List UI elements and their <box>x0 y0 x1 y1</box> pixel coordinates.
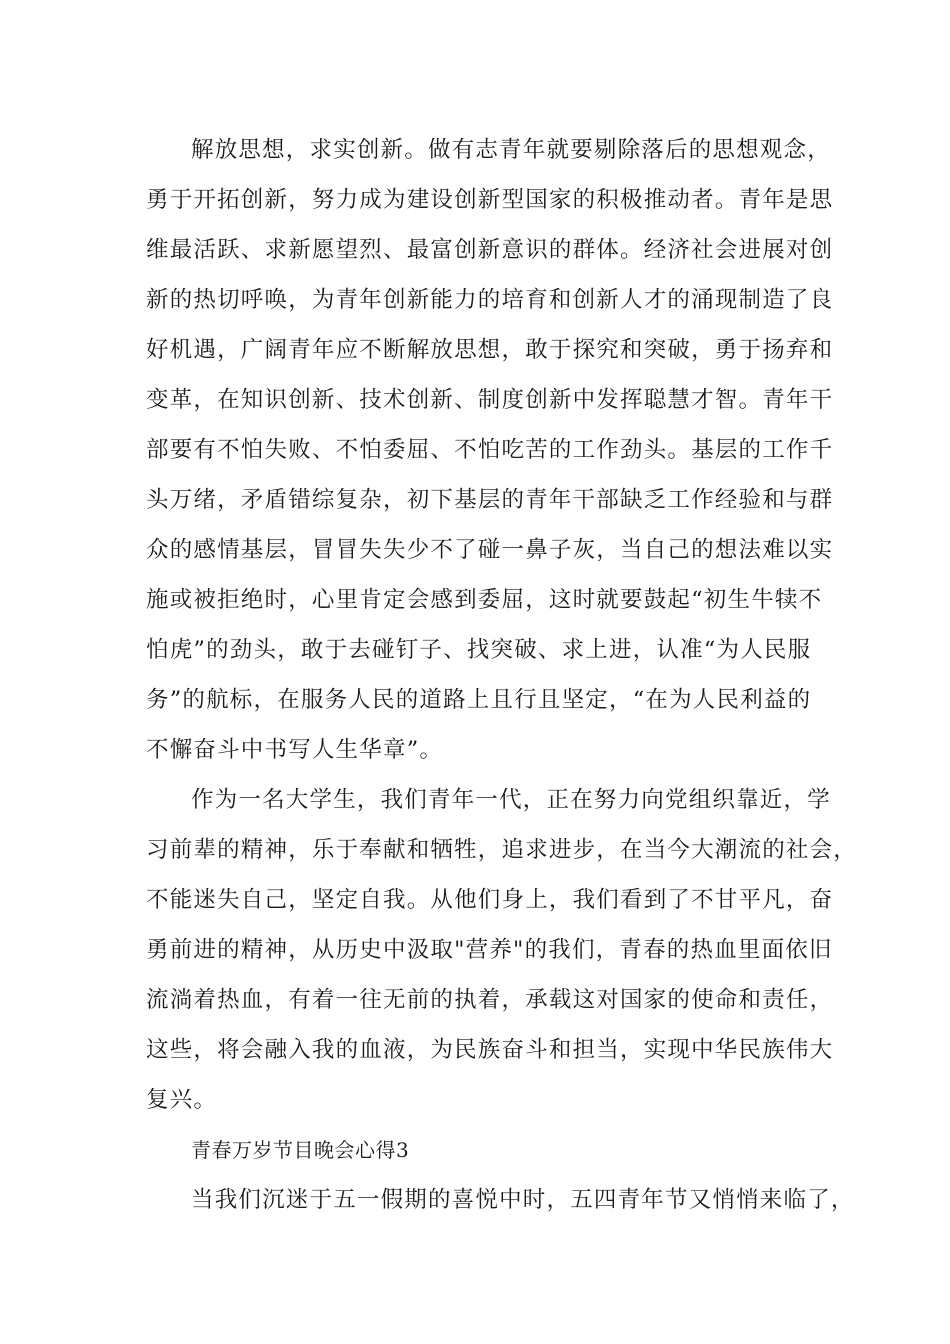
paragraph-line: 勇前进的精神，从历史中汲取"营养"的我们，青春的热血里面依旧 <box>146 937 833 963</box>
paragraph-line: 习前辈的精神，乐于奉献和牺牲，追求进步，在当今大潮流的社会， <box>146 837 858 863</box>
paragraph-line: 部要有不怕失败、不怕委屈、不怕吃苦的工作劲头。基层的工作千 <box>146 437 834 463</box>
paragraph-line: 勇于开拓创新，努力成为建设创新型国家的积极推动者。青年是思 <box>146 187 834 213</box>
paragraph-line: 流淌着热血，有着一往无前的执着，承载这对国家的使命和责任， <box>146 987 834 1013</box>
paragraph-line: 好机遇，广阔青年应不断解放思想，敢于探究和突破，勇于扬弃和 <box>146 337 834 363</box>
paragraph-line: 这些，将会融入我的血液，为民族奋斗和担当，实现中华民族伟大 <box>146 1037 834 1063</box>
paragraph-line: 务”的航标，在服务人民的道路上且行且坚定，“在为人民利益的 <box>146 687 812 713</box>
paragraph-line: 众的感情基层，冒冒失失少不了碰一鼻子灰，当自己的想法难以实 <box>146 537 834 563</box>
section-heading: 青春万岁节目晚会心得3 <box>191 1138 410 1162</box>
paragraph-line: 作为一名大学生，我们青年一代，正在努力向党组织靠近，学 <box>191 787 831 813</box>
paragraph-line: 新的热切呼唤，为青年创新能力的培育和创新人才的涌现制造了良 <box>146 287 834 313</box>
paragraph-line: 怕虎”的劲头，敢于去碰钉子、找突破、求上进，认准“为人民服 <box>146 637 812 663</box>
paragraph-line: 解放思想，求实创新。做有志青年就要剔除落后的思想观念， <box>191 137 831 163</box>
paragraph-line: 不懈奋斗中书写人生华章”。 <box>146 737 444 763</box>
paragraph-line: 变革，在知识创新、技术创新、制度创新中发挥聪慧才智。青年干 <box>146 387 834 413</box>
paragraph-line: 施或被拒绝时，心里肯定会感到委屈，这时就要鼓起“初生牛犊不 <box>146 587 823 613</box>
paragraph-line: 头万绪，矛盾错综复杂，初下基层的青年干部缺乏工作经验和与群 <box>146 487 834 513</box>
paragraph-line: 当我们沉迷于五一假期的喜悦中时，五四青年节又悄悄来临了， <box>191 1187 855 1213</box>
paragraph-line: 维最活跃、求新愿望烈、最富创新意识的群体。经济社会进展对创 <box>146 237 834 263</box>
paragraph-line: 复兴。 <box>146 1087 218 1113</box>
paragraph-line: 不能迷失自己，坚定自我。从他们身上，我们看到了不甘平凡，奋 <box>146 887 834 913</box>
